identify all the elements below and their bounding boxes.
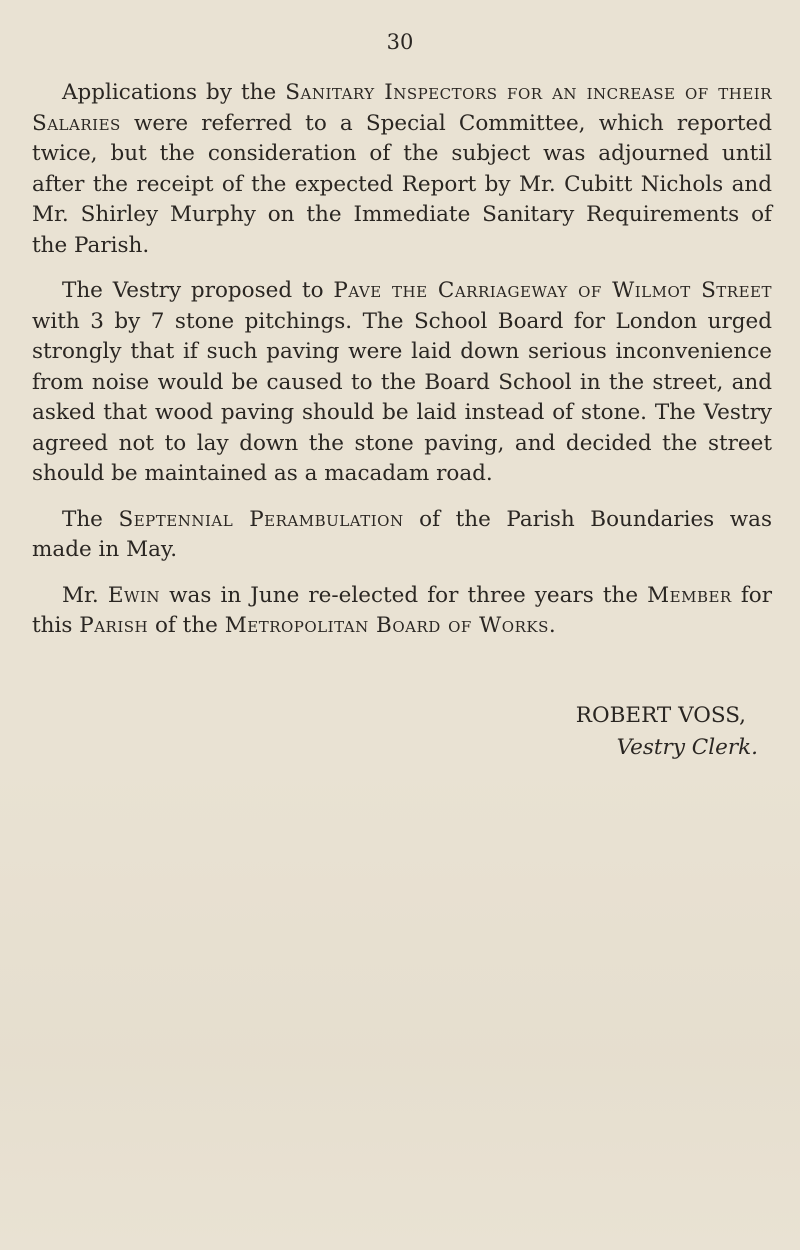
signatory-title: Vestry Clerk. — [616, 735, 758, 760]
signature-block — [576, 700, 758, 764]
heading-sanitary-inspectors: Sanitary Inspectors for an increase of their Salaries — [32, 80, 772, 136]
text-segment: The — [62, 506, 119, 532]
paper-bleed-through — [0, 760, 800, 1250]
page-number: 30 — [386, 30, 414, 54]
text-segment: of the — [148, 613, 225, 638]
text-segment: . — [548, 613, 556, 638]
term-member: Member — [647, 582, 732, 608]
paragraph-perambulation — [32, 505, 772, 566]
name-ewin: Ewin — [107, 582, 161, 608]
body-text — [32, 78, 772, 657]
term-metropolitan-board: Metropolitan Board of Works — [224, 613, 549, 638]
term-parish: Parish — [79, 613, 149, 638]
heading-pave-carriageway: Pave the Carriageway of Wilmot Street — [333, 278, 772, 303]
text-segment: of the Parish Boundaries was made in May. — [32, 506, 773, 562]
paragraph-wilmot-street — [32, 276, 772, 490]
text-segment: were referred to a Special Committee, which reported twice, but the consideration of the subject was adjourned until after the receipt of the expected Report by Mr. Cubitt Nichols and Mr. Shirley Murphy on the Immediate Sanitary Requirements of the Parish. — [32, 110, 772, 258]
text-segment: with 3 by 7 stone pitchings. The School Board for London urged strongly that if such paving were laid down serious inconvenience from noise would be caused to the Board School in the street, and asked that wood paving should be laid instead of stone. The Vestry agreed not to lay down the stone paving, and decided the street should be maintained as a macadam road. — [32, 308, 772, 486]
heading-septennial-perambulation: Septennial Perambulation — [118, 506, 404, 532]
text-segment: The Vestry proposed to — [62, 278, 334, 303]
text-segment: Applications by the — [62, 80, 286, 105]
text-segment: for this — [32, 582, 772, 638]
text-segment: was in June re-elected for three years the — [160, 582, 648, 608]
signatory-name: ROBERT VOSS, — [575, 703, 746, 728]
text-segment: Mr. — [62, 582, 108, 608]
paragraph-sanitary-inspectors — [32, 78, 772, 261]
paragraph-board-of-works — [32, 581, 772, 642]
